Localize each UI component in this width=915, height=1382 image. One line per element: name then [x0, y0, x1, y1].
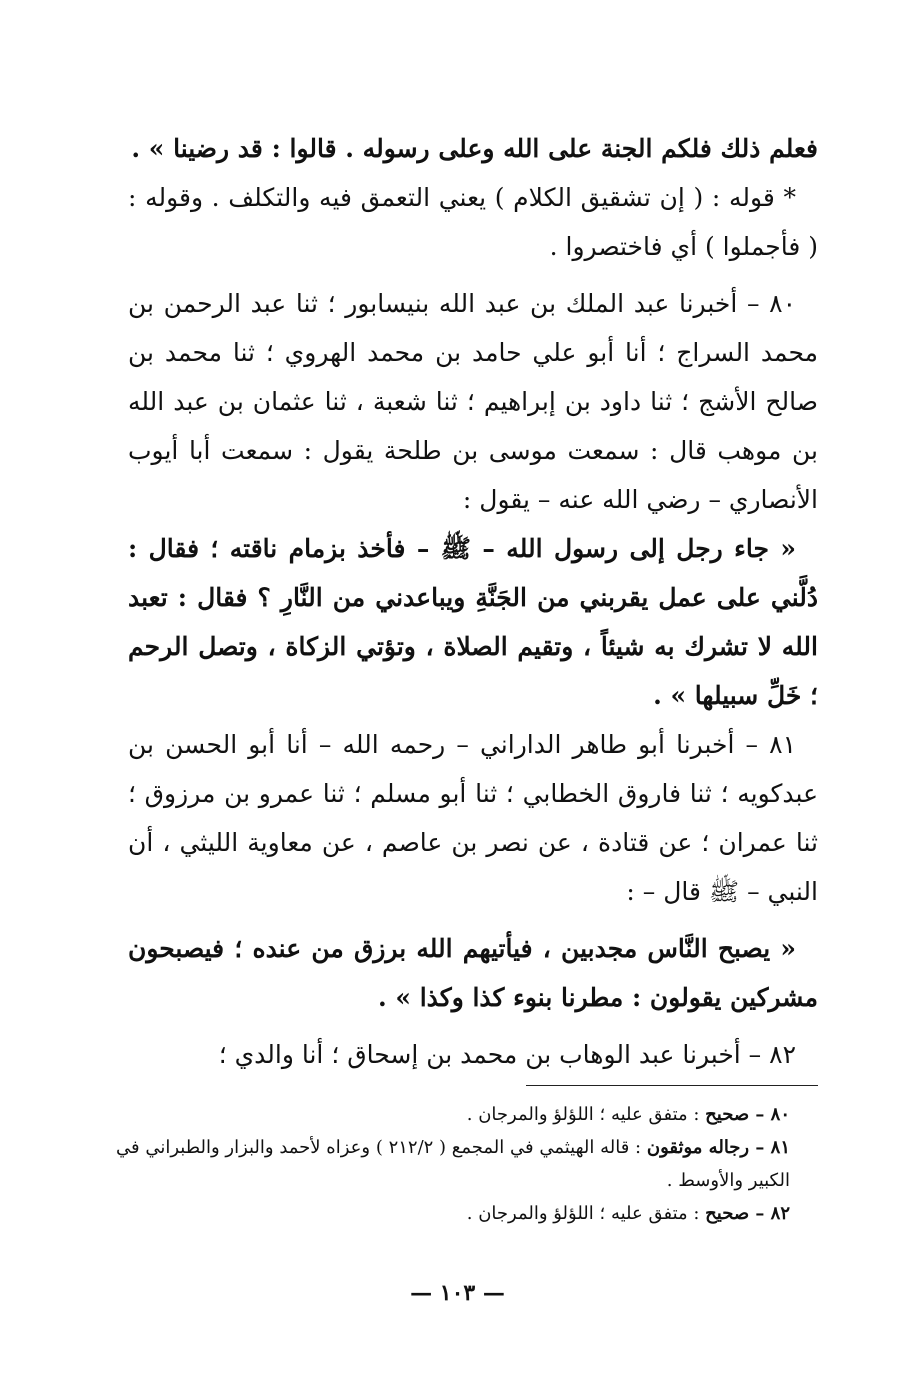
footnote-text: : متفق عليه ؛ اللؤلؤ والمرجان . — [466, 1203, 706, 1224]
footnotes — [80, 1098, 818, 1230]
hadith-81-chain: ٨١ – أخبرنا أبو طاهر الداراني – رحمه الله – أنا أبو الحسن بن عبدكويه ؛ ثنا فاروق الخطابي ؛ ثنا أبو مسلم ؛ ثنا عمرو بن مرزوق ؛ ثنا عمران ؛ عن قتادة ، عن نصر بن عاصم ، عن معاوية الليثي ، أن النبي – ﷺ قال – : — [128, 730, 818, 906]
footnote-label: ٨٠ – صحيح — [705, 1104, 790, 1125]
footnote-text: : متفق عليه ؛ اللؤلؤ والمرجان . — [466, 1104, 706, 1125]
main-text — [128, 124, 818, 1079]
footnote-80 — [80, 1098, 818, 1131]
footnote-81 — [80, 1131, 818, 1197]
hadith-80-text: « جاء رجل إلى رسول الله – ﷺ – فأخذ بزمام ناقته ؛ فقال : دُلَّني على عمل يقربني من الجَنَّةِ ويباعدني من النَّارِ ؟ فقال : تعبد الله لا تشرك به شيئاً ، وتقيم الصلاة ، وتؤتي الزكاة ، وتصل الرحم ؛ خَلِّ سبيلها » . — [128, 534, 818, 710]
footnote-divider — [526, 1085, 818, 1086]
footnote-label: ٨٢ – صحيح — [705, 1203, 790, 1224]
hadith-81-text: « يصبح النَّاس مجدبين ، فيأتيهم الله برزق من عنده ؛ فيصبحون مشركين يقولون : مطرنا بنوء كذا وكذا » . — [128, 934, 818, 1012]
page-number: — ١٠٣ — — [410, 1280, 505, 1306]
commentary-paragraph: * قوله : ( إن تشقيق الكلام ) يعني التعمق فيه والتكلف . وقوله : ( فأجملوا ) أي فاختصروا . — [128, 183, 818, 261]
footnote-text: : قاله الهيثمي في المجمع ( ٢١٢/٢ ) وعزاه لأحمد والبزار والطبراني في الكبير والأوسط . — [116, 1137, 790, 1191]
hadith-80-chain: ٨٠ – أخبرنا عبد الملك بن عبد الله بنيسابور ؛ ثنا عبد الرحمن بن محمد السراج ؛ أنا أبو علي حامد بن محمد الهروي ؛ ثنا محمد بن صالح الأشج ؛ ثنا داود بن إبراهيم ؛ ثنا شعبة ، ثنا عثمان بن عبد الله بن موهب قال : سمعت موسى بن طلحة يقول : سمعت أبا أيوب الأنصاري – رضي الله عنه – يقول : — [128, 289, 818, 514]
paragraph-continuation: فعلم ذلك فلكم الجنة على الله وعلى رسوله . قالوا : قد رضينا » . — [131, 134, 818, 163]
footnote-82 — [80, 1197, 818, 1230]
hadith-82-chain: ٨٢ – أخبرنا عبد الوهاب بن محمد بن إسحاق ؛ أنا والدي ؛ — [218, 1040, 796, 1069]
footnote-label: ٨١ – رجاله موثقون — [646, 1137, 790, 1158]
